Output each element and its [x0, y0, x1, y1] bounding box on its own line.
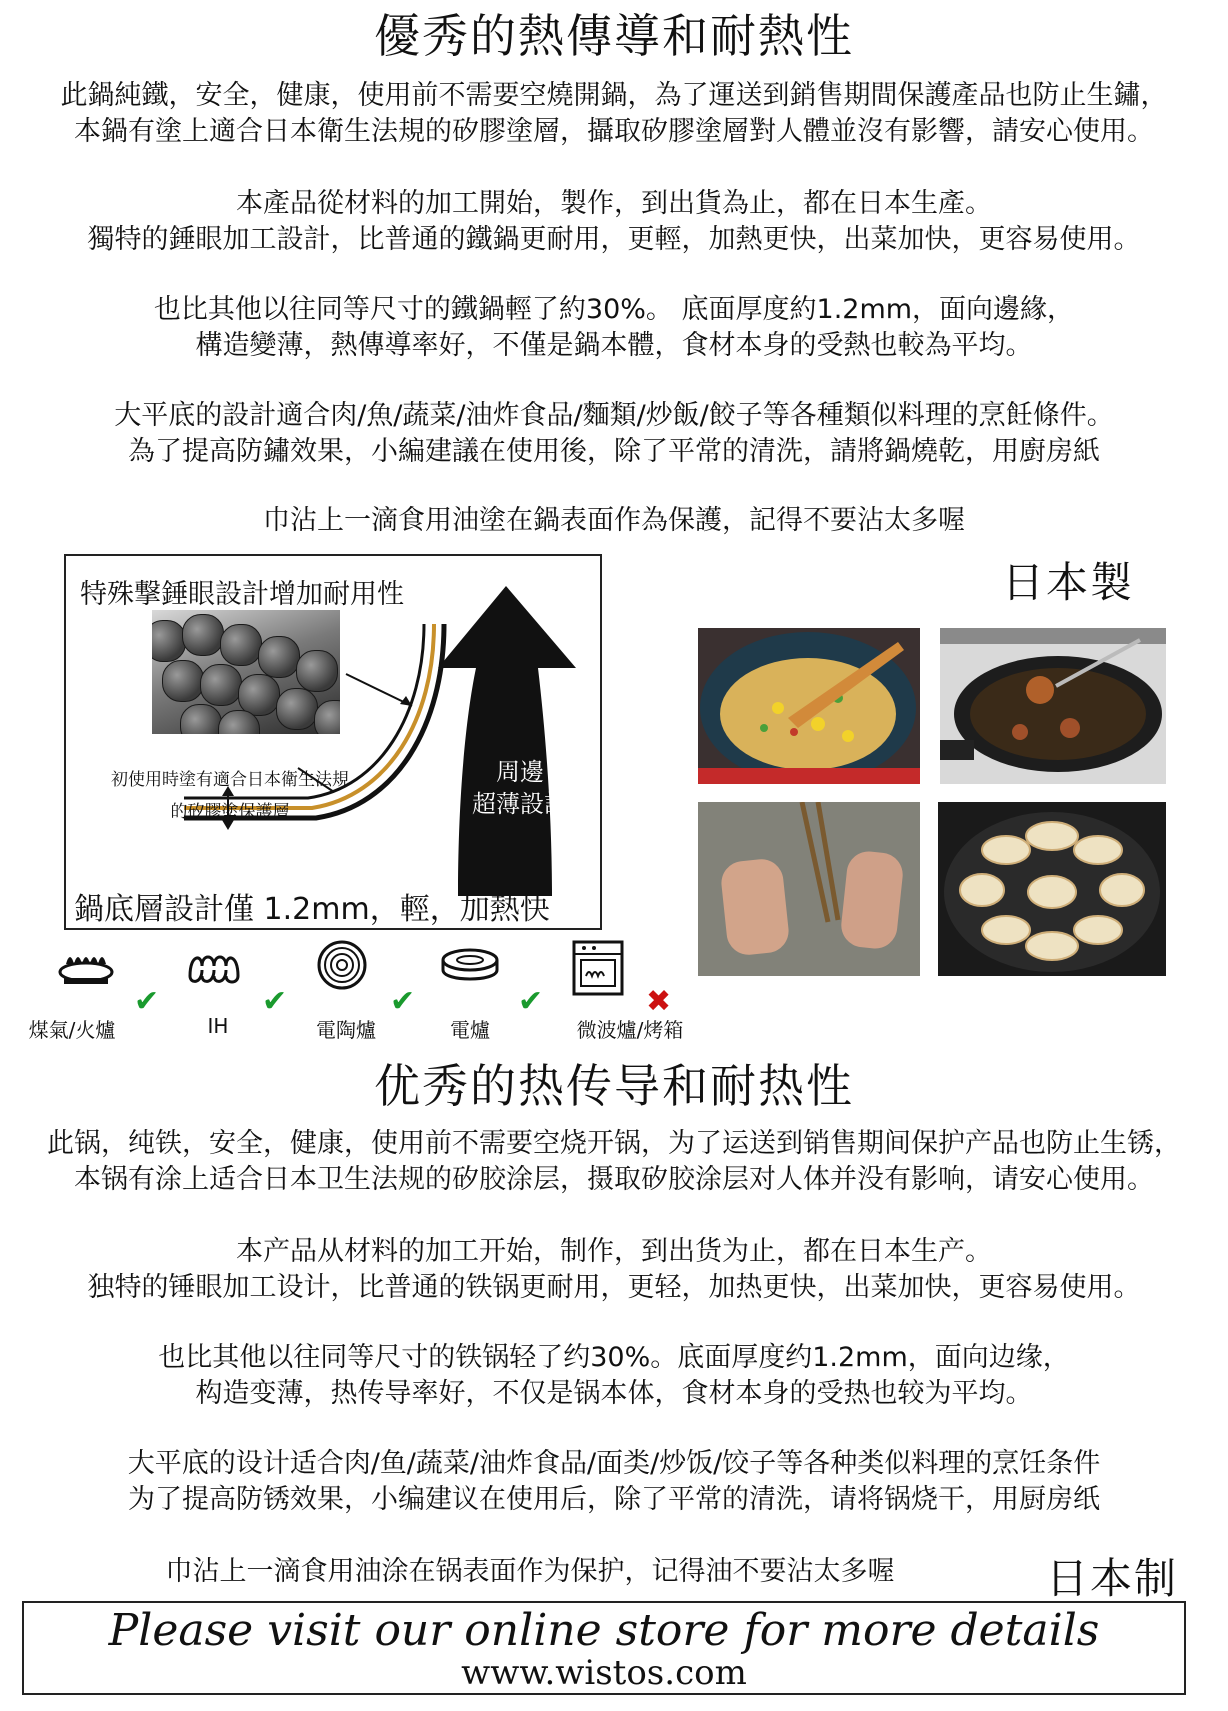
title-simplified: 优秀的热传导和耐热性	[374, 1059, 854, 1113]
stove-label: IH	[207, 1014, 229, 1038]
store-url-link[interactable]: www.wistos.com	[461, 1653, 747, 1693]
hammered-design-diagram	[64, 554, 602, 930]
check-icon: ✔	[518, 984, 544, 1019]
check-icon: ✔	[262, 984, 288, 1019]
paragraph-made-in-japan-simplified: 本产品从材料的加工开始，制作，到出货为止，都在日本生产。 独特的锤眼加工设计，比普通的铁锅更耐用，更轻，加热更快，出菜加快，更容易使用。	[87, 1236, 1141, 1303]
paragraph-oil-simplified: 巾沾上一滴食用油涂在锅表面作为保护，记得油不要沾太多喔	[165, 1556, 895, 1587]
paragraph-usage-traditional: 大平底的設計適合肉/魚/蔬菜/油炸食品/麵類/炒飯/餃子等各種類似料理的烹飪條件。 為了提高防鏽效果，小編建議在使用後，除了平常的清洗，請將鍋燒乾，用廚房紙	[114, 400, 1114, 467]
paragraph-usage-simplified: 大平底的设计适合肉/鱼/蔬菜/油炸食品/面类/炒饭/饺子等各种类似料理的烹饪条件 为了提高防锈效果，小编建议在使用后，除了平常的清洗，请将锅烧干，用厨房纸	[127, 1448, 1101, 1515]
stove-label: 微波爐/烤箱	[576, 1018, 684, 1042]
stove-gas	[18, 940, 160, 1042]
gas-burner-icon	[56, 940, 116, 990]
stove-electric	[402, 940, 544, 1042]
made-in-japan-simplified: 日本制	[1046, 1554, 1179, 1603]
store-message: Please visit our online store for more details	[108, 1605, 1100, 1656]
store-footer	[22, 1601, 1186, 1695]
ceramic-hob-icon	[312, 940, 372, 990]
stove-label: 電爐	[450, 1018, 490, 1042]
cross-icon: ✖	[646, 984, 672, 1019]
ih-coil-icon	[184, 940, 244, 990]
pan-cross-section	[66, 556, 604, 932]
base-thickness-note: 鍋底層設計僅 1.2mm，輕，加熱快	[74, 892, 550, 927]
stove-ih	[146, 940, 288, 1040]
stove-label: 煤氣/火爐	[28, 1018, 116, 1042]
check-icon: ✔	[390, 984, 416, 1019]
deep-frying-photo	[940, 628, 1166, 784]
stove-oven	[530, 940, 684, 1042]
stove-label: 電陶爐	[316, 1018, 376, 1042]
paragraph-safety-simplified: 此锅，纯铁，安全，健康，使用前不需要空烧开锅，为了运送到销售期间保护产品也防止生锈， 本锅有涂上适合日本卫生法规的矽胶涂层，摄取矽胶涂层对人体并没有影响，请安心使用。	[47, 1128, 1181, 1195]
made-in-japan-traditional: 日本製	[1002, 558, 1135, 607]
paragraph-weight-traditional: 也比其他以往同等尺寸的鐵鍋輕了約30%。 底面厚度約1.2mm，面向邊緣， 構造變薄，熱傳導率好，不僅是鍋本體，食材本身的受熱也較為平均。	[153, 294, 1075, 361]
stove-ceramic	[274, 940, 416, 1042]
paragraph-safety-traditional: 此鍋純鐵，安全，健康，使用前不需要空燒開鍋，為了運送到銷售期間保護產品也防止生鏽， 本鍋有塗上適合日本衛生法規的矽膠塗層，攝取矽膠塗層對人體並沒有影響，請安心使用。	[60, 80, 1168, 147]
meat-rolls-photo	[698, 802, 920, 976]
oven-icon	[568, 940, 628, 996]
stove-compatibility	[0, 940, 684, 1042]
electric-plate-icon	[440, 940, 500, 990]
coating-note: 初使用時塗有適合日本衛生法規 的矽膠塗保護層	[111, 770, 349, 822]
gyoza-photo	[938, 802, 1166, 976]
fried-rice-photo	[698, 628, 920, 784]
paragraph-oil-traditional: 巾沾上一滴食用油塗在鍋表面作為保護，記得不要沾太多喔	[263, 505, 965, 536]
check-icon: ✔	[134, 984, 160, 1019]
diagram-title: 特殊撃錘眼設計增加耐用性	[80, 579, 404, 610]
thin-edge-label: 周邊 超薄設計	[472, 758, 568, 818]
paragraph-made-in-japan-traditional: 本產品從材料的加工開始，製作，到出貨為止，都在日本生產。 獨特的錘眼加工設計，比普通的鐵鍋更耐用，更輕，加熱更快，出菜加快，更容易使用。	[87, 188, 1141, 255]
title-traditional: 優秀的熱傳導和耐熱性	[374, 9, 854, 63]
paragraph-weight-simplified: 也比其他以往同等尺寸的铁锅轻了约30%。底面厚度约1.2mm，面向边缘， 构造变薄，热传导率好，不仅是锅本体，食材本身的受热也较为平均。	[158, 1342, 1070, 1409]
